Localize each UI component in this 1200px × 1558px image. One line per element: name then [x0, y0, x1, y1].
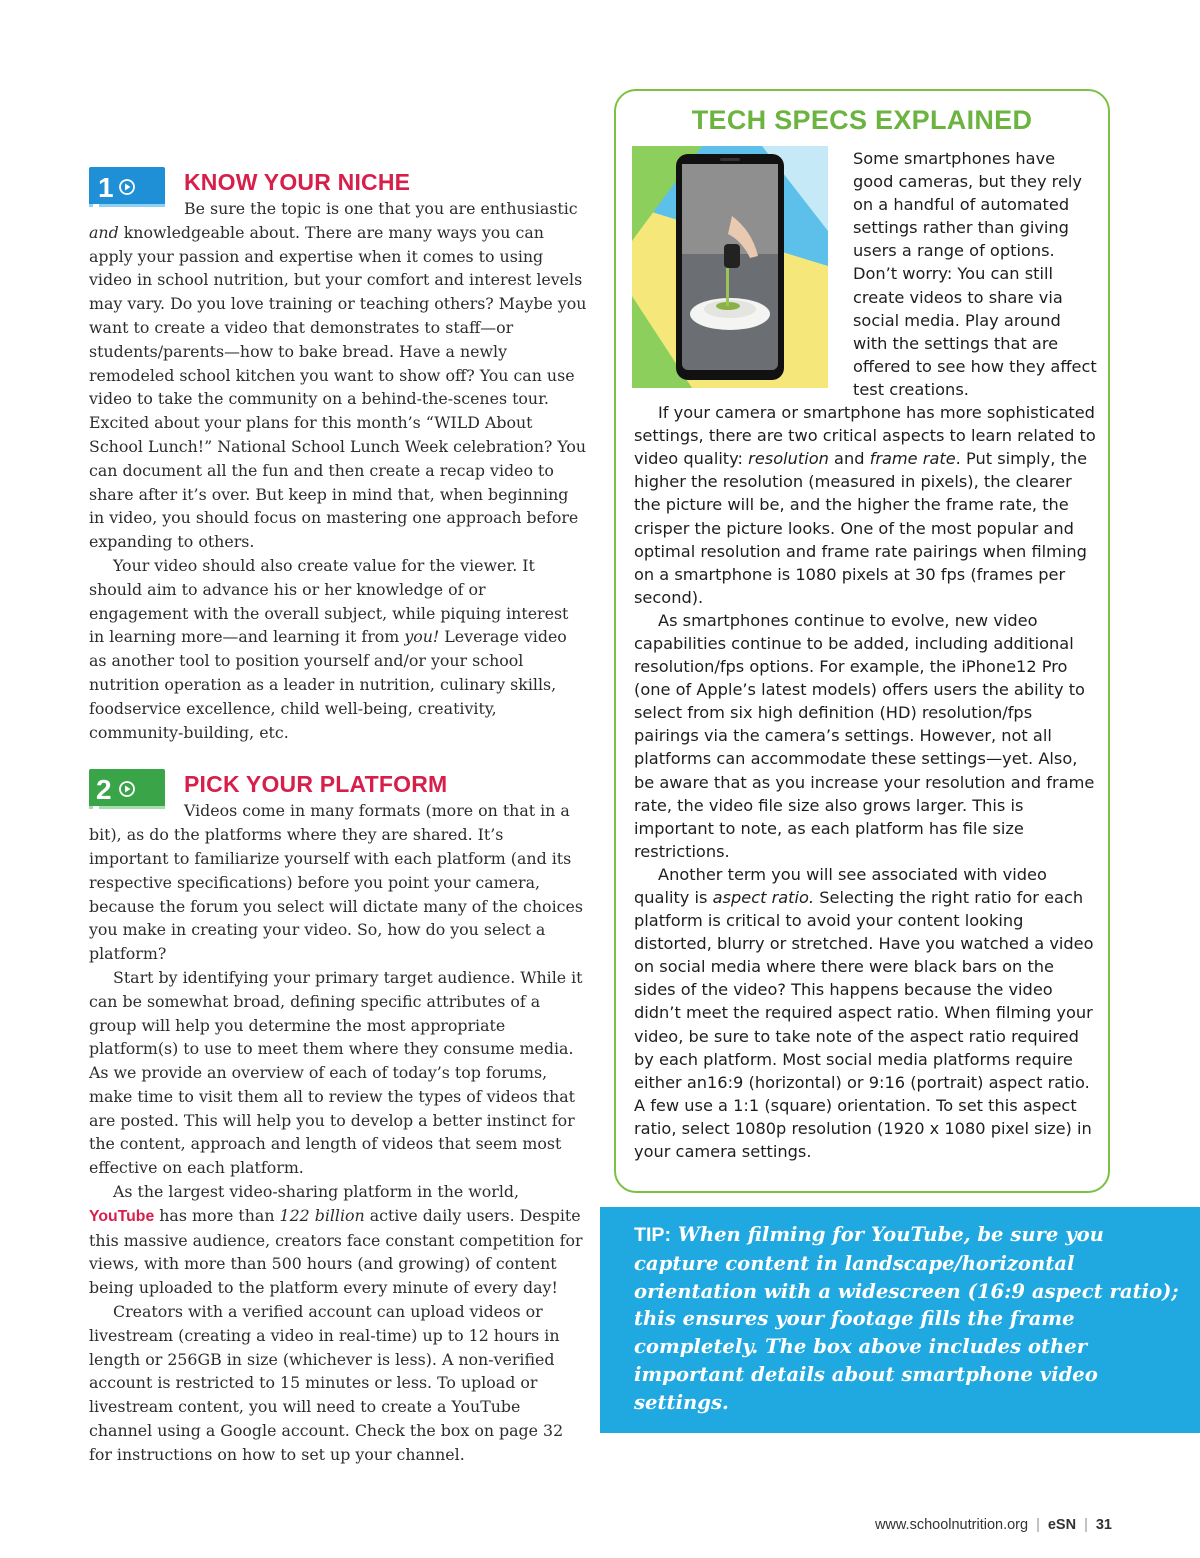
section-2-title: PICK YOUR PLATFORM	[184, 771, 448, 798]
tech-specs-paragraph-3: As smartphones continue to evolve, new video capabilities continue to be added, including additional resolution/fps options. For example, the iPhone12 Pro (one of Apple’s latest models) offers users the ability to select from six high definition (HD) resolution/fps pairings via the camera’s settings. However, not all platforms can accommodate these settings—yet. Also, be aware that as you increase your resolution and frame rate, the video file size also grows larger. This is important to note, as each platform has file size restrictions.	[634, 610, 1095, 861]
section-2-paragraph-1: Videos come in many formats (more on that in a bit), as do the platforms where they are shared. It’s important to familiarize yourself with each platform (and its respective specifications) before you point your camera, because the forum you select will dictate many of the choices you make in creating your video. So, how do you select a platform?	[89, 801, 583, 964]
section-1-paragraph-1: Be sure the topic is one that you are enthusiastic and knowledgeable about. There are many ways you can apply your passion and expertise when it comes to using video in school nutrition, but your comfort and interest levels may vary. Do you love training or teaching others? Maybe you want to create a video that demonstrates to staff—or students/parents—how to bake bread. Have a newly remodeled school kitchen you want to show off? You can use video to take the community on a behind-the-scenes tour. Excited about your plans for this month’s “WILD About School Lunch!” National School Lunch Week celebration? You can document all the fun and then create a recap video to share after it’s over. But keep in mind that, when beginning in video, you should focus on mastering one approach before expanding to others.	[89, 199, 587, 552]
left-column	[89, 165, 587, 1467]
section-2-paragraph-4: Creators with a verified account can upload videos or livestream (creating a video in real-time) up to 12 hours in length or 256GB in size (whichever is less). A non-verified account is restricted to 15 minutes or less. To upload or livestream content, you will need to create a YouTube channel using a Google account. Check the box on page 32 for instructions on how to set up your channel.	[89, 1302, 564, 1464]
tech-specs-body	[634, 147, 1100, 1163]
tech-specs-paragraph-2: If your camera or smartphone has more sophisticated settings, there are two critical aspects to learn related to video quality: resolution and frame rate. Put simply, the higher the resolution (measured in pixels), the clearer the picture will be, and the higher the frame rate, the crisper the picture looks. One of the most popular and optimal resolution and frame rate pairings when filming on a smartphone is 1080 pixels at 30 fps (frames per second).	[634, 403, 1096, 607]
video-player-icon	[89, 167, 167, 211]
section-1-header	[89, 165, 587, 209]
page-footer: www.schoolnutrition.org | eSN | 31	[874, 1517, 1112, 1533]
youtube-brand: YouTube	[89, 1207, 155, 1225]
video-player-icon	[89, 769, 167, 813]
section-2-number: 2	[96, 774, 112, 806]
tip-box	[600, 1207, 1200, 1433]
footer-brand: eSN	[1047, 1517, 1077, 1533]
tech-specs-paragraph-1: Some smartphones have good cameras, but they rely on a handful of automated settings rather than giving users a range of options. Don’t worry: You can still create videos to share via social media. Play around with the settings that are offered to see how they affect test creations.	[853, 149, 1097, 399]
tech-specs-paragraph-4: Another term you will see associated with video quality is aspect ratio. Selecting the right ratio for each platform is critical to avoid your content looking distorted, blurry or stretched. Have you watched a video on social media where there were black bars on the sides of the video? This happens because the video didn’t meet the required aspect ratio. When filming your video, be sure to take note of the aspect ratio required by each platform. Most social media platforms require either an16:9 (horizontal) or 9:16 (portrait) aspect ratio. A few use a 1:1 (square) orientation. To set this aspect ratio, select 1080p resolution (1920 x 1080 pixel size) in your camera settings.	[634, 864, 1094, 1162]
tip-label: TIP:	[634, 1224, 672, 1246]
tip-text: TIP: When filming for YouTube, be sure you capture content in landscape/horizontal orientation with a widescreen (16:9 aspect ratio); this ensures your footage fills the frame completely. The box above includes other important details about smartphone video settings.	[634, 1223, 1179, 1414]
section-1-paragraph-2: Your video should also create value for the viewer. It should aim to advance his or her knowledge of or engagement with the overall subject, while piquing interest in learning more—and learning it from you! Leverage video as another tool to position yourself and/or your school nutrition operation as a leader in nutrition, culinary skills, foodservice excellence, child well-being, creativity, community-building, etc.	[89, 555, 569, 742]
section-2-paragraph-2: Start by identifying your primary target audience. While it can be somewhat broad, defining specific attributes of a group will help you determine the most appropriate platform(s) to use to meet them where they consume media. As we provide an overview of each of today’s top forums, make time to visit them all to review the types of videos that are posted. This will help you to develop a better instinct for the content, approach and length of videos that seem most effective on each platform.	[89, 967, 583, 1178]
tech-specs-title: TECH SPECS EXPLAINED	[691, 105, 1033, 135]
page-number: 31	[1095, 1517, 1112, 1533]
footer-url[interactable]: www.schoolnutrition.org	[874, 1517, 1029, 1533]
section-2-body	[89, 799, 587, 1466]
section-2-header	[89, 767, 587, 811]
section-1-body	[89, 197, 587, 744]
section-2-paragraph-3: As the largest video-sharing platform in the world, YouTube has more than 122 billion active daily users. Despite this massive audience, creators face constant competition for views, with more than 500 hours (and growing) of content being uploaded to the platform every minute of every day!	[89, 1182, 583, 1298]
section-1-title: KNOW YOUR NICHE	[184, 169, 411, 195]
section-1-number: 1	[98, 172, 114, 203]
